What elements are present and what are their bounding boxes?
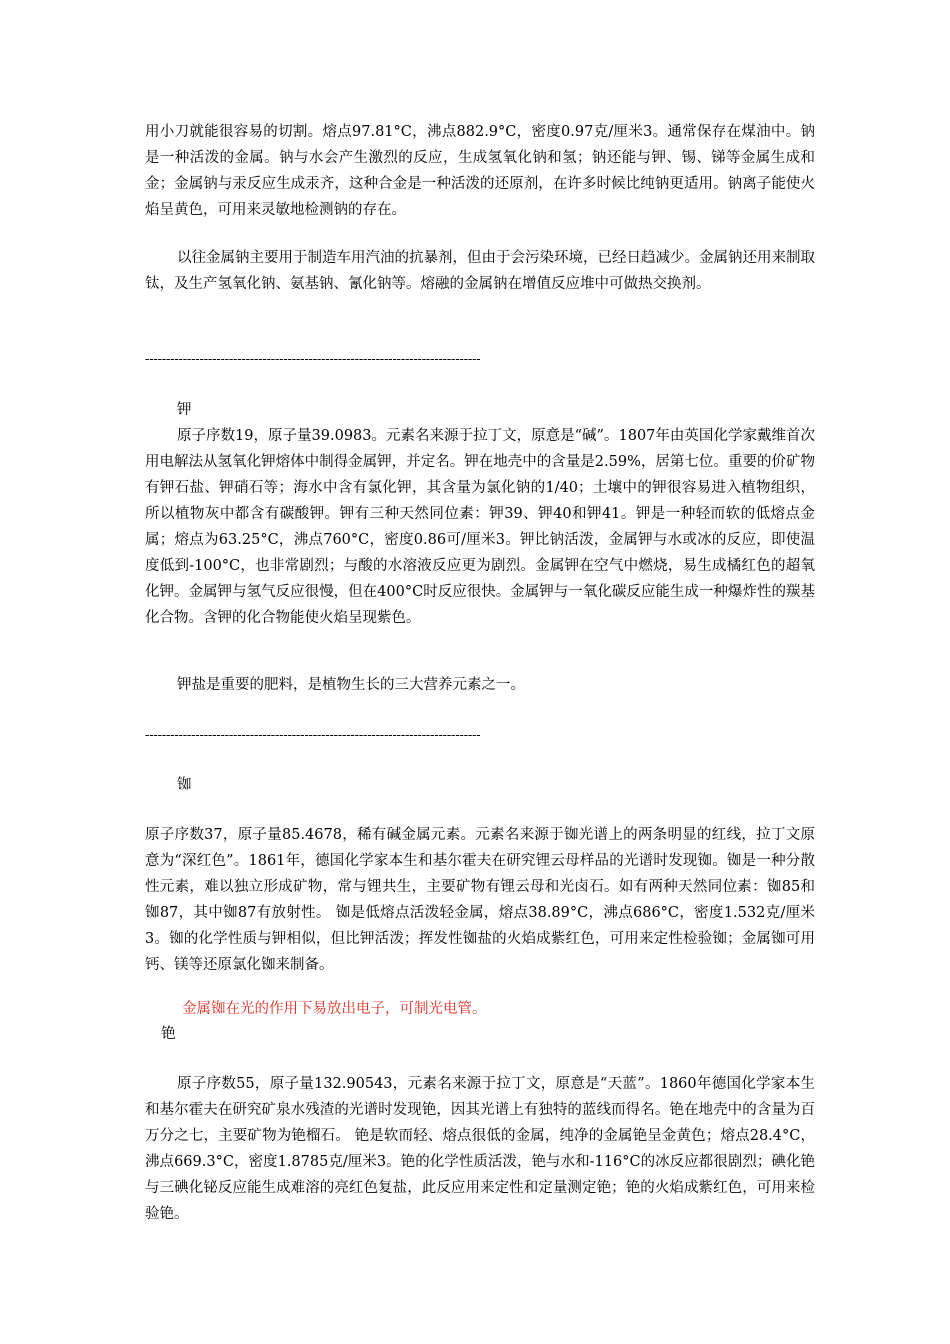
- potassium-heading: 钾: [177, 402, 192, 418]
- potassium-paragraph-2: 钾盐是重要的肥料，是植物生长的三大营养元素之一。: [177, 677, 525, 693]
- sodium-paragraph-2: 以往金属钠主要用于制造车用汽油的抗暴剂，但由于会污染环境，已经日趋减少。金属钠还用来制取钛，及生产氢氧化钠、氨基钠、氰化钠等。熔融的金属钠在增值反应堆中可做热交换剂。: [145, 250, 815, 292]
- section-divider-2: --------------------------------------------------------------------------------: [145, 728, 481, 743]
- rubidium-heading: 铷: [177, 777, 192, 793]
- sodium-paragraph-1: 用小刀就能很容易的切割。熔点97.81°C，沸点882.9°C，密度0.97克/厘米3。通常保存在煤油中。钠是一种活泼的金属。钠与水会产生激烈的反应，生成氢氧化钠和氢；钠还能与钾、锡、锑等金属生成和金；金属钠与汞反应生成汞齐，这种合金是一种活泼的还原剂，在许多时候比纯钠更适用。钠离子能使火焰呈黄色，可用来灵敏地检测钠的存在。: [145, 124, 815, 218]
- cesium-heading: 铯: [161, 1026, 176, 1042]
- potassium-paragraph-1: 原子序数19，原子量39.0983。元素名来源于拉丁文，原意是“碱”。1807年由英国化学家戴维首次用电解法从氢氧化钾熔体中制得金属钾，并定名。钾在地壳中的含量是2.59%，居第七位。重要的价矿物有钾石盐、钾硝石等；海水中含有氯化钾，其含量为氯化钠的1/40；土壤中的钾很容易进入植物组织，所以植物灰中都含有碳酸钾。钾有三种天然同位素：钾39、钾40和钾41。钾是一种轻而软的低熔点金属；熔点为63.25°C，沸点760°C，密度0.86可/厘米3。钾比钠活泼，金属钾与水或冰的反应，即使温度低到-100°C，也非常剧烈；与酸的水溶液反应更为剧烈。金属钾在空气中燃烧，易生成橘红色的超氧化钾。金属钾与氢气反应很慢，但在400°C时反应很快。金属钾与一氧化碳反应能生成一种爆炸性的羰基化合物。含钾的化合物能使火焰呈现紫色。: [145, 428, 815, 626]
- cesium-paragraph-1: 原子序数55，原子量132.90543，元素名来源于拉丁文，原意是“天蓝”。1860年德国化学家本生和基尔霍夫在研究矿泉水残渣的光谱时发现铯，因其光谱上有独特的蓝线而得名。铯在地壳中的含量为百万分之七，主要矿物为铯榴石。 铯是软而轻、熔点很低的金属，纯净的金属铯呈金黄色；熔点28.4°C，沸点669.3°C，密度1.8785克/厘米3。铯的化学性质活泼，铯与水和-116°C的冰反应都很剧烈；碘化铯与三碘化铋反应能生成难溶的亮红色复盐，此反应用来定性和定量测定铯；铯的火焰成紫红色，可用来检验铯。: [145, 1076, 815, 1222]
- rubidium-highlight: 金属铷在光的作用下易放出电子，可制光电管。: [182, 1001, 487, 1017]
- rubidium-paragraph-1: 原子序数37，原子量85.4678，稀有碱金属元素。元素名来源于铷光谱上的两条明显的红线，拉丁文原意为“深红色”。1861年，德国化学家本生和基尔霍夫在研究锂云母样品的光谱时发现铷。铷是一种分散性元素，难以独立形成矿物，常与锂共生，主要矿物有锂云母和光卤石。如有两种天然同位素：铷85和铷87，其中铷87有放射性。 铷是低熔点活泼轻金属，熔点38.89°C，沸点686°C，密度1.532克/厘米3。铷的化学性质与钾相似，但比钾活泼；挥发性铷盐的火焰成紫红色，可用来定性检验铷；金属铷可用钙、镁等还原氯化铷来制备。: [145, 827, 815, 973]
- section-divider-1: --------------------------------------------------------------------------------: [145, 352, 481, 367]
